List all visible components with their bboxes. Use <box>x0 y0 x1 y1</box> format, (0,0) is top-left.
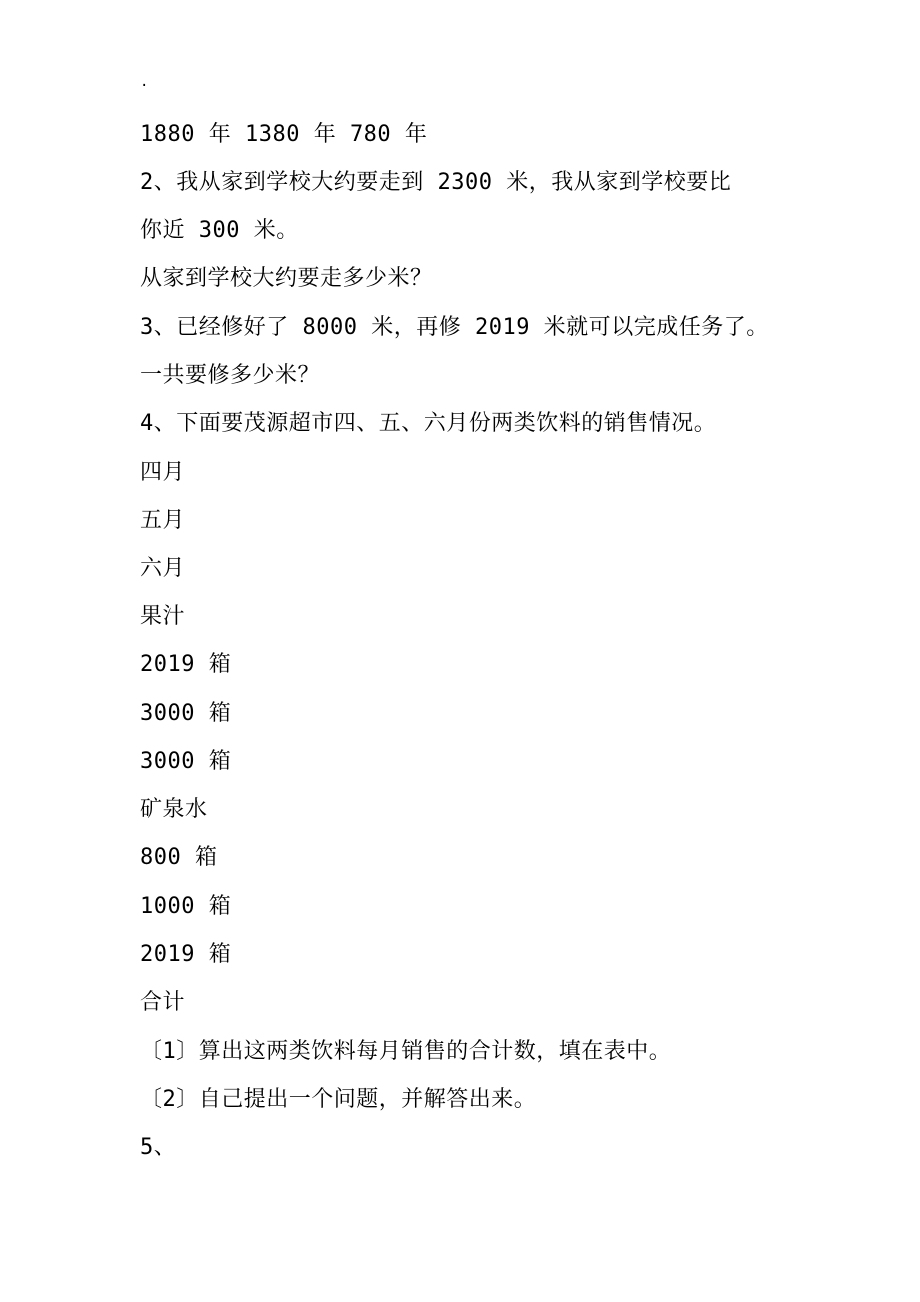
table-cell-juice-june: 3000 箱 <box>140 749 232 774</box>
table-header-june: 六月 <box>140 556 186 581</box>
question-2-line-1: 2、我从家到学校大约要走到 2300 米，我从家到学校要比 <box>140 170 732 195</box>
question-4-part-2: 〔2〕自己提出一个问题，并解答出来。 <box>140 1087 537 1112</box>
question-2-line-2: 你近 300 米。 <box>140 218 299 243</box>
question-3-line: 3、已经修好了 8000 米，再修 2019 米就可以完成任务了。 <box>140 315 769 340</box>
table-cell-juice-april: 2019 箱 <box>140 652 232 677</box>
question-3-prompt: 一共要修多少米？ <box>140 363 321 388</box>
table-cell-juice-may: 3000 箱 <box>140 701 232 726</box>
question-2-prompt: 从家到学校大约要走多少米？ <box>140 266 433 291</box>
table-row-water-label: 矿泉水 <box>140 797 208 822</box>
question-5-number: 5、 <box>140 1135 177 1160</box>
table-cell-water-june: 2019 箱 <box>140 942 232 967</box>
question-4-line: 4、下面要茂源超市四、五、六月份两类饮料的销售情况。 <box>140 411 717 436</box>
table-header-may: 五月 <box>140 508 186 533</box>
table-header-april: 四月 <box>140 460 186 485</box>
page-dot-mark: . <box>140 74 149 90</box>
table-row-juice-label: 果汁 <box>140 604 186 629</box>
question-4-part-1: 〔1〕算出这两类饮料每月销售的合计数，填在表中。 <box>140 1039 672 1064</box>
table-row-total-label: 合计 <box>140 990 186 1015</box>
table-cell-water-may: 1000 箱 <box>140 894 232 919</box>
answer-options-line: 1880 年 1380 年 780 年 <box>140 122 428 147</box>
table-cell-water-april: 800 箱 <box>140 845 218 870</box>
